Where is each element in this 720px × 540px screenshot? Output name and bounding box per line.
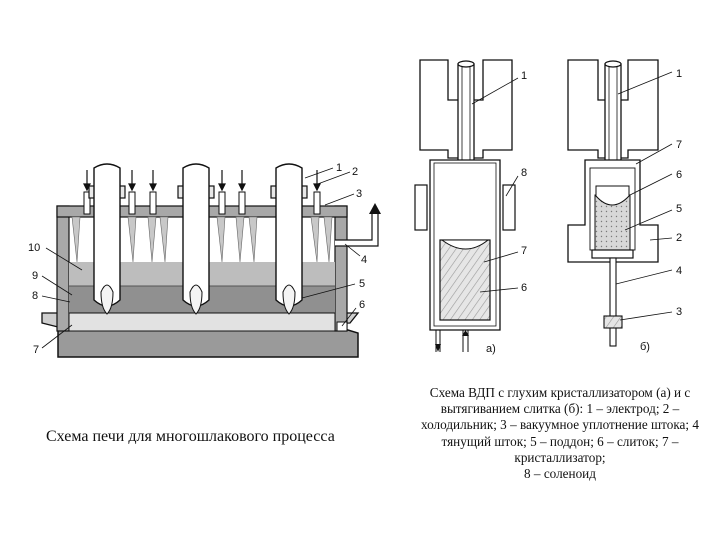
left-wall	[57, 206, 69, 331]
callout-a-1: 1	[521, 70, 528, 82]
callout-8: 8	[32, 290, 39, 302]
var-caption-line: тянущий шток; 5 – поддон; 6 – слиток; 7 –	[441, 433, 679, 449]
callout-4: 4	[361, 254, 368, 266]
var-caption-line: холодильник; 3 – вакуумное уплотнение штока; 4	[421, 417, 699, 433]
callout-6: 6	[359, 299, 366, 311]
callout-b-3: 3	[676, 306, 683, 318]
callout-10: 10	[28, 242, 41, 254]
var-caption	[394, 385, 720, 482]
solenoid-left-a	[415, 185, 427, 230]
callout-7: 7	[33, 344, 40, 356]
var-caption-line: Схема ВДП с глухим кристаллизатором (а) и с	[429, 385, 691, 400]
pallet-b	[592, 250, 633, 258]
electrode-2	[178, 164, 214, 314]
callout-1: 1	[336, 162, 343, 174]
callout-3: 3	[356, 188, 363, 200]
label-b: б)	[640, 341, 650, 353]
right-wall	[335, 206, 347, 331]
callout-b-1: 1	[676, 68, 683, 80]
callout-a-6: 6	[521, 282, 528, 294]
var-caption-line: вытягиванием слитка (б): 1 – электрод; 2 –	[440, 401, 680, 417]
label-a: а)	[486, 343, 496, 355]
callout-9: 9	[32, 270, 39, 282]
electrode-1	[89, 164, 125, 314]
callout-b-7: 7	[676, 139, 683, 151]
callout-b-2: 2	[676, 232, 683, 244]
var-panel-a	[415, 60, 527, 355]
callout-a-8: 8	[521, 167, 528, 179]
callout-5: 5	[359, 278, 366, 290]
var-panel-b	[568, 60, 682, 353]
callout-b-6: 6	[676, 169, 683, 181]
pull-rod-b	[610, 258, 616, 346]
metal-bath	[69, 313, 335, 331]
crystallizer-a	[440, 240, 490, 320]
callout-b-5: 5	[676, 203, 683, 215]
callout-b-4: 4	[676, 265, 683, 277]
cooling-pipes-a	[436, 330, 468, 352]
furnace-caption: Схема печи для многошлакового процесса	[46, 428, 335, 445]
callout-a-7: 7	[521, 245, 528, 257]
bottom-block	[337, 322, 347, 331]
furnace-diagram	[28, 162, 381, 357]
electrode-3	[271, 164, 307, 314]
var-caption-line: кристаллизатор;	[514, 449, 606, 465]
var-caption-line: 8 – соленоид	[524, 466, 596, 482]
vacuum-seal-b	[604, 316, 622, 328]
callout-2: 2	[352, 166, 359, 178]
outlet-arrow	[369, 203, 381, 214]
